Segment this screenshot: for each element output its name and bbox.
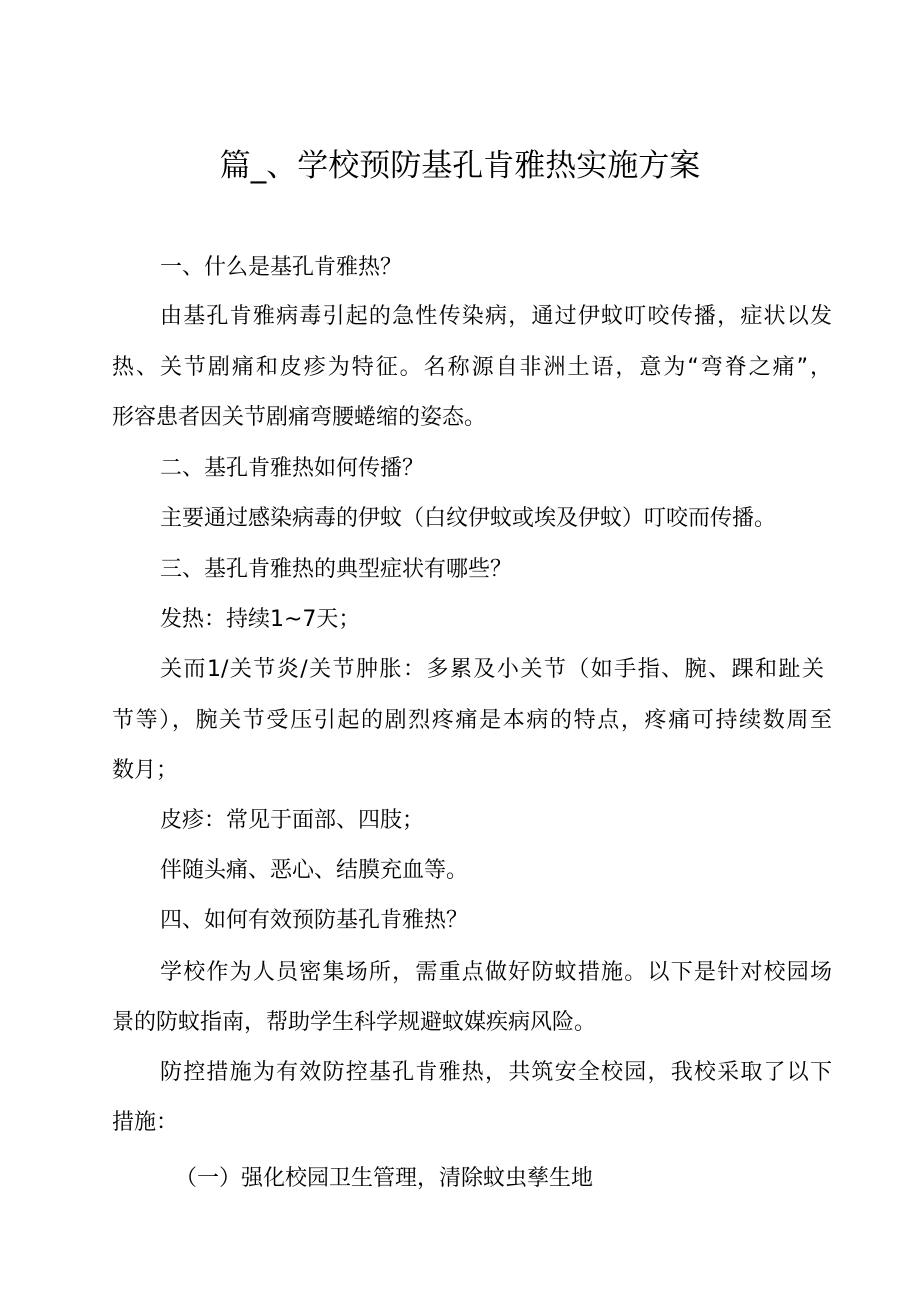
paragraph-line: 防控措施为有效防控基孔肯雅热，共筑安全校园，我校采取了以下 (160, 1060, 832, 1085)
section-heading-1: 一、什么是基孔肯雅热？ (160, 255, 403, 280)
paragraph-line: 发热：持续1~7天； (160, 607, 361, 632)
paragraph-line: 皮疹：常见于面部、四肢； (160, 808, 425, 833)
paragraph-line: 由基孔肯雅病毒引起的急性传染病，通过伊蚊叮咬传播，症状以发 (160, 304, 832, 329)
document-title: 篇_、学校预防基孔肯雅热实施方案 (219, 148, 701, 184)
paragraph-line: 措施： (112, 1110, 179, 1135)
paragraph-line: 热、关节剧痛和皮疹为特征。名称源自非洲土语，意为“弯脊之痛”， (112, 355, 832, 380)
paragraph-line: 关而1/关节炎/关节肿胀：多累及小关节（如手指、腕、踝和趾关 (160, 657, 824, 682)
subsection-heading: （一）强化校园卫生管理，清除蚊虫孳生地 (175, 1166, 594, 1191)
paragraph-line: 景的防蚊指南，帮助学生科学规避蚊媒疾病风险。 (112, 1010, 597, 1035)
section-heading-3: 三、基孔肯雅热的典型症状有哪些？ (160, 557, 513, 582)
section-heading-4: 四、如何有效预防基孔肯雅热？ (160, 908, 469, 933)
paragraph-line: 伴随头痛、恶心、结膜充血等。 (160, 858, 469, 883)
paragraph-line: 形容患者因关节剧痛弯腰蜷缩的姿态。 (112, 405, 487, 430)
paragraph-line: 节等），腕关节受压引起的剧烈疼痛是本病的特点，疼痛可持续数周至 (112, 708, 832, 733)
paragraph-line: 数月； (112, 758, 179, 783)
section-heading-2: 二、基孔肯雅热如何传播？ (160, 456, 425, 481)
paragraph-line: 主要通过感染病毒的伊蚊（白纹伊蚊或埃及伊蚊）叮咬而传播。 (160, 506, 777, 531)
paragraph-line: 学校作为人员密集场所，需重点做好防蚊措施。以下是针对校园场 (160, 960, 832, 985)
